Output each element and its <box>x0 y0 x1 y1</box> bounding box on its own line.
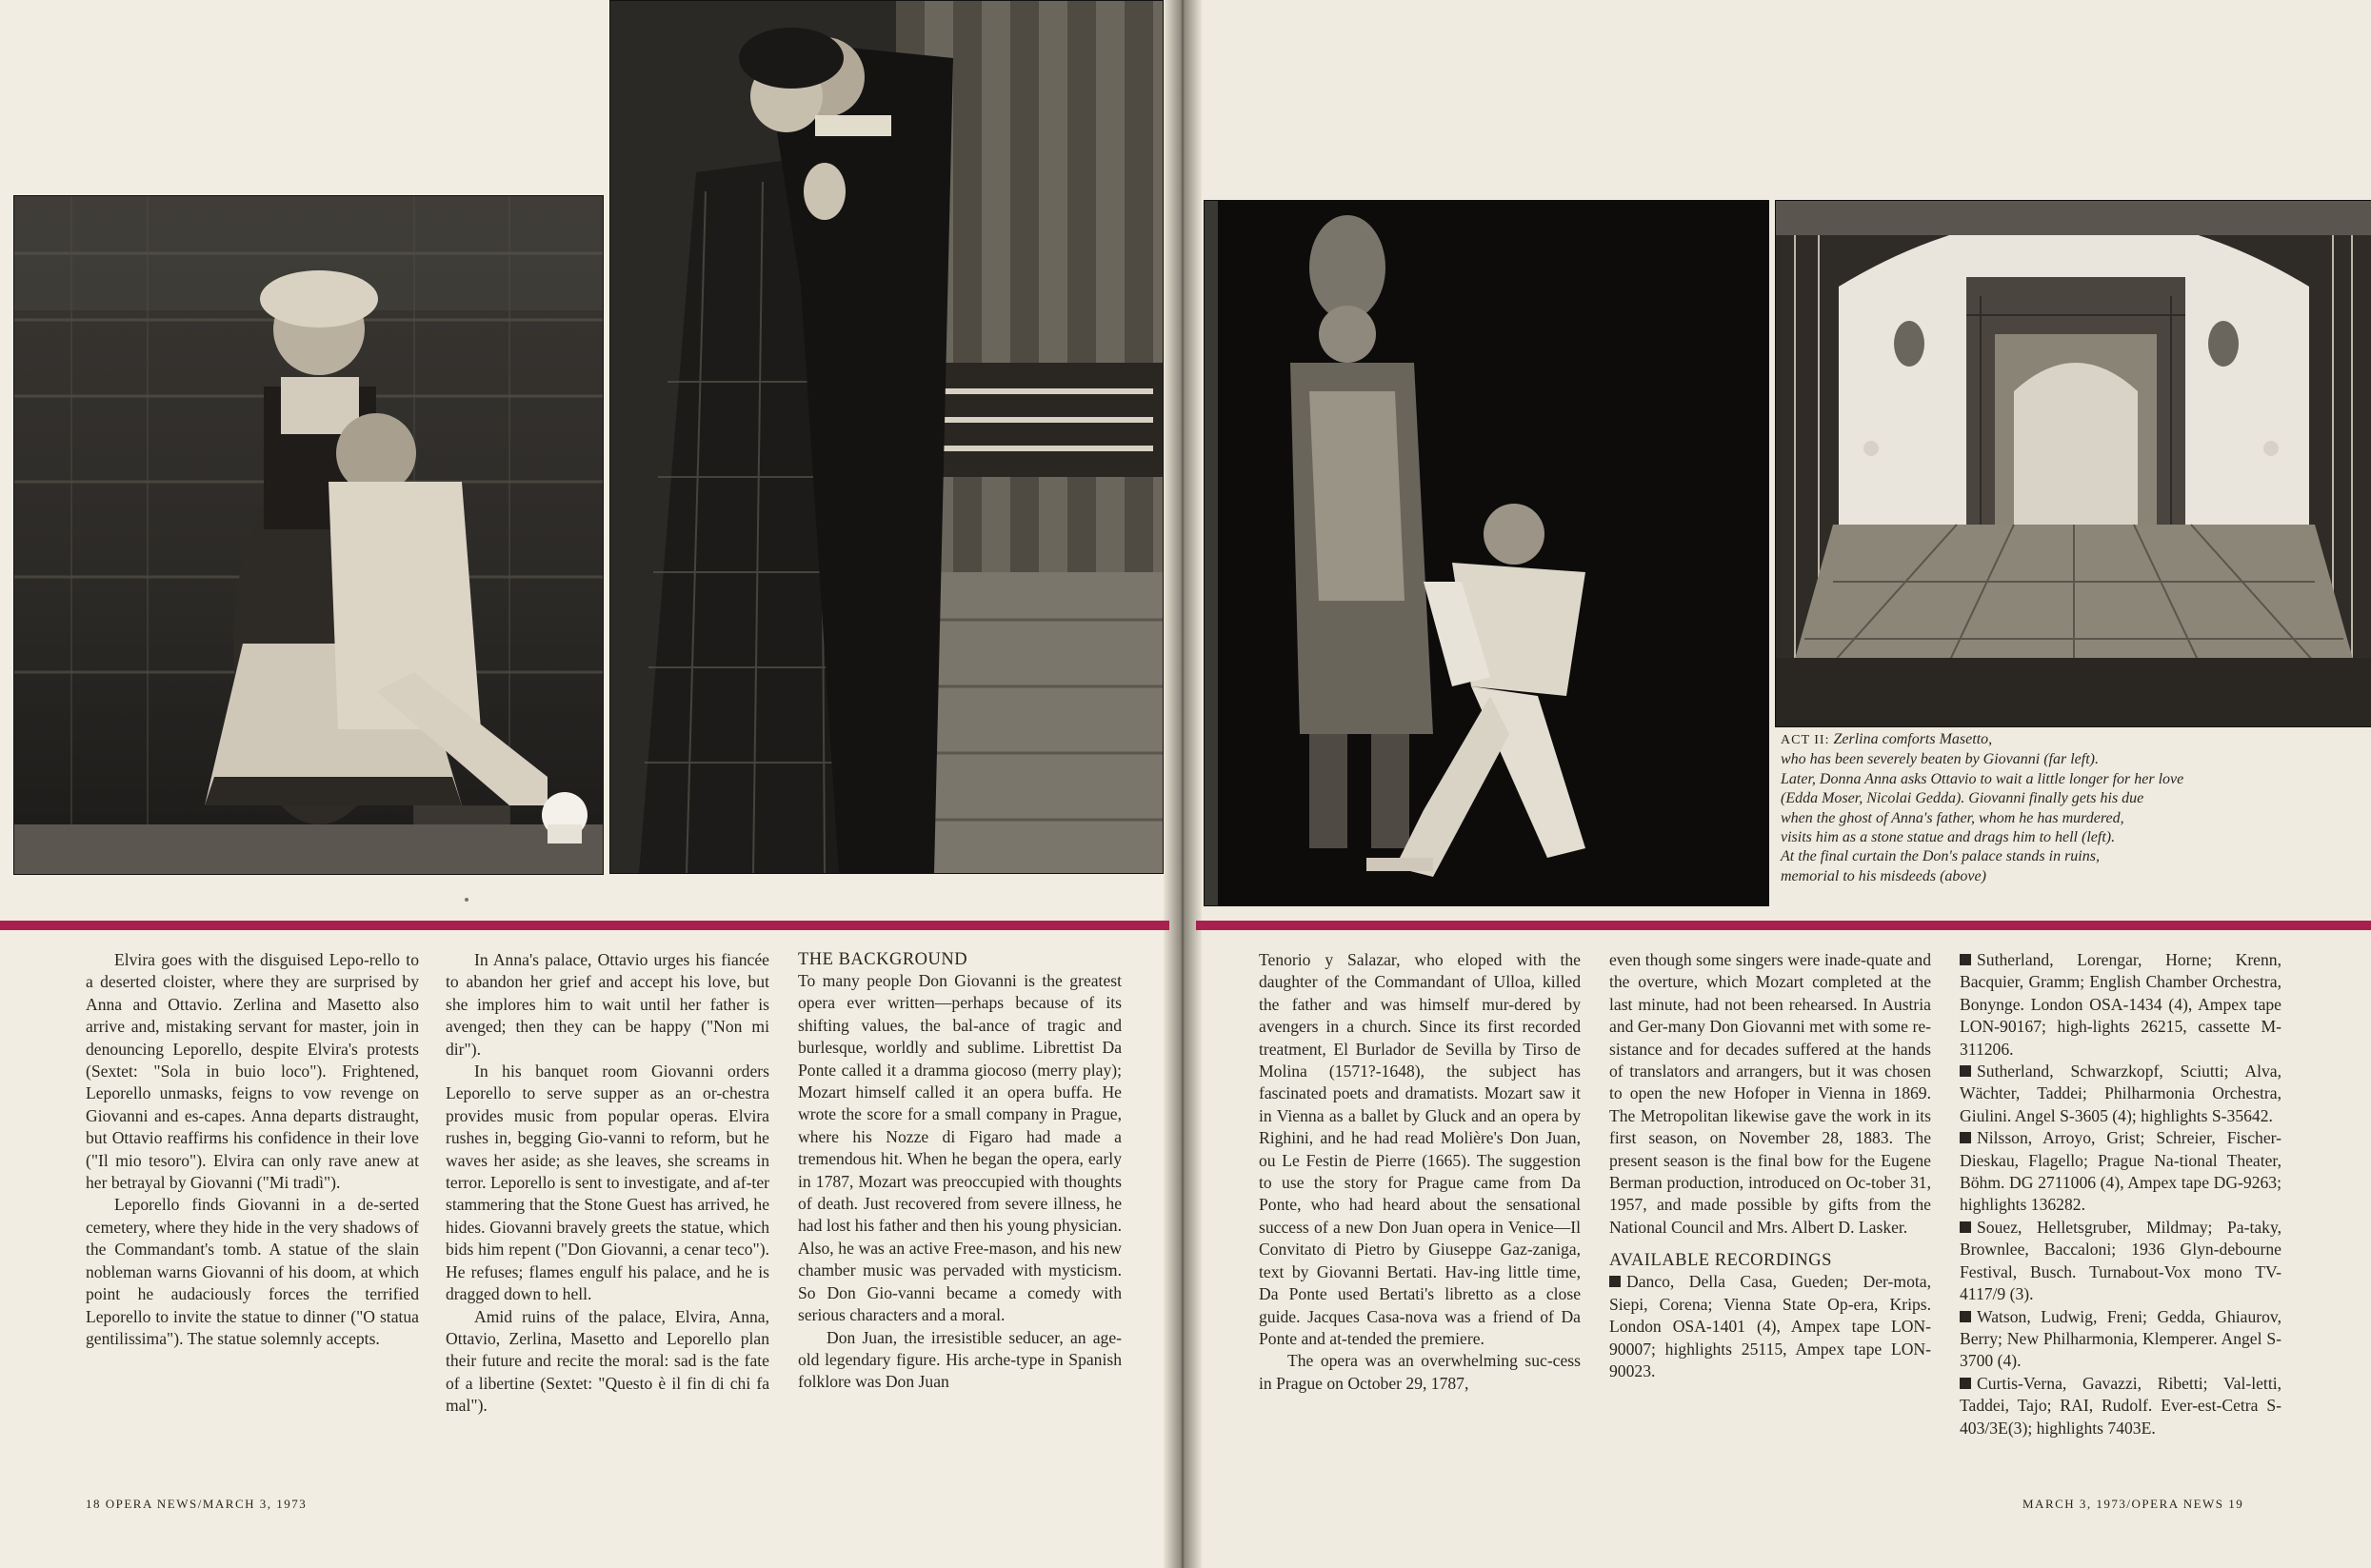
caption-line: who has been severely beaten by Giovanni (far left). <box>1781 751 2099 768</box>
bullet-square-icon <box>1960 1065 1971 1077</box>
caption-line: Later, Donna Anna asks Ottavio to wait a little longer for her love <box>1781 770 2184 787</box>
caption-line: (Edda Moser, Nicolai Gedda). Giovanni finally gets his due <box>1781 790 2144 807</box>
column-6 <box>1960 949 2281 1439</box>
recording-entry <box>1960 1306 2281 1373</box>
body-paragraph: Don Juan, the irresistible seducer, an age-old legendary figure. His arche-type in Spanish folklore was Don Juan <box>798 1327 1122 1392</box>
column-2 <box>446 949 769 1418</box>
body-paragraph: even though some singers were inade-quate and the overture, which Mozart completed at the last minute, had not been rehearsed. In Austria and Ger-many Don Giovanni met with some re-sistance and for decades suffered at the hands of translators and arrangers, but it was chosen to open the new Hofoper in Vienna in 1869. The Metropolitan likewise gave the work in its first season, on November 28, 1883. The present season is the final bow for the Eugene Berman production, introduced on Oc-tober 31, 1957, and made possible by gifts from the National Council and Mrs. Albert D. Lasker. <box>1609 950 1931 1237</box>
recording-entry <box>1960 1061 2281 1127</box>
photo-anna-ottavio <box>609 0 1164 874</box>
recording-entry <box>1960 1373 2281 1439</box>
bullet-square-icon <box>1960 1221 1971 1233</box>
photo-stone-statue <box>1204 200 1769 906</box>
bullet-square-icon <box>1609 1276 1621 1287</box>
recording-text: Nilsson, Arroyo, Grist; Schreier, Fischer-Dieskau, Flagello; Prague Na-tional Theater, Böhm. DG 2711006 (4), Ampex tape DG-9263; highlights 136282. <box>1960 1128 2281 1215</box>
body-paragraph: Leporello finds Giovanni in a de-serted cemetery, where they hide in the very shadows of the Commandant's tomb. A statue of the slain nobleman warns Giovanni of his doom, at which point he audaciously forces the terrified Leporello to invite the statue to dinner ("O statua gentilissima"). The statue solemnly accepts. <box>86 1195 419 1348</box>
accent-rule-right <box>1196 921 2371 930</box>
body-paragraph: In his banquet room Giovanni orders Leporello to serve supper as an or-chestra provides music from popular operas. Elvira rushes in, begging Gio-vanni to reform, but he waves her aside; as she leaves, she screams in terror. Leporello is sent to investigate, and af-ter stammering that the Stone Guest has arrived, he hides. Giovanni bravely greets the statue, which bids him repent ("Don Giovanni, a cenar teco"). He refuses; flames engulf his palace, and he is dragged down to hell. <box>446 1062 769 1304</box>
body-paragraph: Tenorio y Salazar, who eloped with the daughter of the Commandant of Ulloa, killed the father and was himself mur-dered by avengers in a church. Since its first recorded treatment, El Burlador de Sevilla by Tirso de Molina (1571?-1648), the subject has fascinated poets and dramatists. Mozart saw it in Vienna as a ballet by Gluck and an opera by Righini, and he had read Molière's Don Juan, ou Le Festin de Pierre (1665). The suggestion to use the story for Prague came from Da Ponte, who had heard about the sensational success of a new Don Juan opera in Venice—Il Convitato di Pietro by Giuseppe Gaz-zaniga, text by Giovanni Bertati. Hav-ing little time, Da Ponte used Bertati's libretto as a close guide. Jacques Casa-nova was a friend of Da Ponte and at-tended the premiere. <box>1259 950 1581 1348</box>
recording-entry <box>1960 1217 2281 1306</box>
recording-entry <box>1960 949 2281 1061</box>
photo-caption <box>1781 730 2314 886</box>
caption-line: when the ghost of Anna's father, whom he has murdered, <box>1781 809 2124 826</box>
bullet-square-icon <box>1960 954 1971 965</box>
section-heading-recordings: AVAILABLE RECORDINGS <box>1609 1251 1832 1271</box>
recording-text: Sutherland, Lorengar, Horne; Krenn, Bacquier, Gramm; English Chamber Orchestra, Bonynge. London OSA-1434 (4), Ampex tape LON-90167; high-lights 26215, cassette M-311206. <box>1960 950 2281 1059</box>
column-5 <box>1609 949 1931 1382</box>
bullet-square-icon <box>1960 1132 1971 1143</box>
body-paragraph: To many people Don Giovanni is the greatest opera ever written—perhaps because of its shifting values, the bal-ance of tragic and burlesque, worldly and sublime. Librettist Da Ponte called it a dramma giocoso (merry play); Mozart himself called it an opera buffa. He wrote the score for a small company in Prague, where his Nozze di Figaro had made a tremendous hit. When he began the opera, early in 1787, Mozart was preoccupied with thoughts of death. Just recovered from severe illness, he had lost his father and then his young physician. Also, he was an active Free-mason, and his new chamber music was pervaded with mysticism. So Don Gio-vanni became a comedy with serious characters and a moral. <box>798 971 1122 1325</box>
body-paragraph: In Anna's palace, Ottavio urges his fiancée to abandon her grief and accept his love, but she implores him to wait until her father is avenged; then they can be happy ("Non mi dir"). <box>446 950 769 1059</box>
caption-lead: ACT II: <box>1781 733 1830 747</box>
recording-text: Sutherland, Schwarzkopf, Sciutti; Alva, Wächter, Taddei; Philharmonia Orchestra, Giulini. Angel S-3605 (4); highlights S-35642. <box>1960 1062 2281 1125</box>
recording-text: Danco, Della Casa, Gueden; Der-mota, Siepi, Corena; Vienna State Op-era, Krips. London OSA-1401 (4), Ampex tape LON-90007; highlights 25115, Ampex tape LON-90023. <box>1609 1272 1931 1380</box>
bullet-square-icon <box>1960 1311 1971 1322</box>
bullet-square-icon <box>1960 1378 1971 1389</box>
photo-zerlina-masetto <box>13 195 604 875</box>
column-1 <box>86 949 419 1350</box>
column-4 <box>1259 949 1581 1395</box>
caption-line: At the final curtain the Don's palace stands in ruins, <box>1781 848 2100 865</box>
section-heading-background: THE BACKGROUND <box>798 950 968 969</box>
body-paragraph: Elvira goes with the disguised Lepo-rello to a deserted cloister, where they are surprised by Anna and Ottavio. Zerlina and Masetto also arrive and, mistaking servant for master, join in denouncing Leporello, despite Elvira's protests (Sextet: "Sola in buio loco"). Frightened, Leporello unmasks, feigns to vow revenge on Giovanni and es-capes. Anna departs distraught, but Ottavio reaffirms his confidence in their love ("Il mio tesoro"). Elvira can only rave anew at her betrayal by Giovanni ("Mi tradì"). <box>86 950 419 1193</box>
folio-right: MARCH 3, 1973/OPERA NEWS 19 <box>2022 1497 2244 1511</box>
accent-rule-left <box>0 921 1169 930</box>
print-speck <box>465 898 468 902</box>
caption-line: memorial to his misdeeds (above) <box>1781 867 1986 884</box>
folio-left: 18 OPERA NEWS/MARCH 3, 1973 <box>86 1497 308 1511</box>
recording-text: Watson, Ludwig, Freni; Gedda, Ghiaurov, Berry; New Philharmonia, Klemperer. Angel S-3700 (4). <box>1960 1306 2281 1371</box>
recording-entry <box>1960 1127 2281 1217</box>
photo-palace-ruins <box>1775 200 2371 727</box>
column-3 <box>798 949 1122 1394</box>
recording-text: Curtis-Verna, Gavazzi, Ribetti; Val-letti, Taddei, Tajo; RAI, Rudolf. Ever-est-Cetra S-403/3E(3); highlights 7403E. <box>1960 1373 2281 1438</box>
recording-entry <box>1609 1271 1931 1382</box>
recording-text: Souez, Helletsgruber, Mildmay; Pa-taky, Brownlee, Baccaloni; 1936 Glyn-debourne Festival, Busch. Turnabout-Vox mono TV-4117/9 (3). <box>1960 1217 2281 1304</box>
caption-line: visits him as a stone statue and drags him to hell (left). <box>1781 829 2116 846</box>
body-paragraph: The opera was an overwhelming suc-cess in Prague on October 29, 1787, <box>1259 1351 1581 1393</box>
caption-line: Zerlina comforts Masetto, <box>1833 731 1993 747</box>
body-paragraph: Amid ruins of the palace, Elvira, Anna, Ottavio, Zerlina, Masetto and Leporello plan their future and recite the moral: sad is the fate of a libertine (Sextet: "Questo è il fin di chi fa mal"). <box>446 1306 769 1416</box>
binding-gutter <box>1164 0 1202 1568</box>
